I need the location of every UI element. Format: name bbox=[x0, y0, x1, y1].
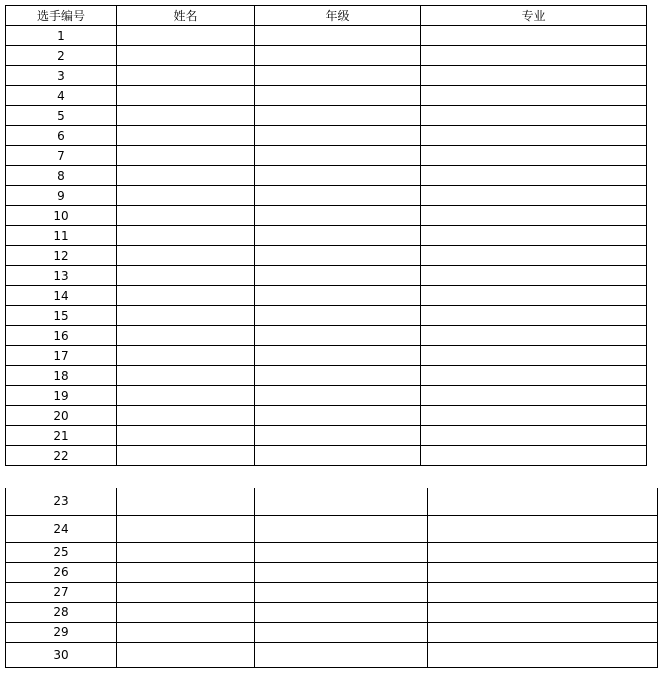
name-cell[interactable] bbox=[117, 266, 255, 286]
name-cell[interactable] bbox=[117, 582, 255, 602]
contestant-number-cell: 22 bbox=[6, 446, 117, 466]
table-row bbox=[6, 426, 647, 446]
major-cell[interactable] bbox=[428, 488, 658, 515]
name-cell[interactable] bbox=[117, 46, 255, 66]
grade-cell[interactable] bbox=[255, 126, 421, 146]
major-cell[interactable] bbox=[421, 86, 647, 106]
grade-cell[interactable] bbox=[255, 166, 421, 186]
major-cell[interactable] bbox=[421, 26, 647, 46]
major-cell[interactable] bbox=[428, 542, 658, 562]
table-row bbox=[6, 66, 647, 86]
contestant-number-cell: 12 bbox=[6, 246, 117, 266]
major-cell[interactable] bbox=[421, 166, 647, 186]
major-cell[interactable] bbox=[421, 106, 647, 126]
major-cell[interactable] bbox=[421, 446, 647, 466]
name-cell[interactable] bbox=[117, 166, 255, 186]
major-cell[interactable] bbox=[428, 602, 658, 622]
table-row bbox=[6, 366, 647, 386]
grade-cell[interactable] bbox=[255, 542, 428, 562]
table-row bbox=[6, 46, 647, 66]
name-cell[interactable] bbox=[117, 306, 255, 326]
contestant-number-cell: 18 bbox=[6, 366, 117, 386]
grade-cell[interactable] bbox=[255, 446, 421, 466]
grade-cell[interactable] bbox=[255, 386, 421, 406]
grade-cell[interactable] bbox=[255, 186, 421, 206]
contestant-number-cell: 13 bbox=[6, 266, 117, 286]
grade-cell[interactable] bbox=[255, 66, 421, 86]
contestant-number-cell: 28 bbox=[6, 602, 117, 622]
table-row bbox=[6, 226, 647, 246]
table-row bbox=[6, 642, 658, 667]
table-row bbox=[6, 286, 647, 306]
contestant-number-cell: 11 bbox=[6, 226, 117, 246]
name-cell[interactable] bbox=[117, 66, 255, 86]
major-cell[interactable] bbox=[421, 66, 647, 86]
major-cell[interactable] bbox=[428, 562, 658, 582]
name-cell[interactable] bbox=[117, 562, 255, 582]
name-cell[interactable] bbox=[117, 186, 255, 206]
grade-cell[interactable] bbox=[255, 46, 421, 66]
table-row bbox=[6, 146, 647, 166]
contestant-number-cell: 7 bbox=[6, 146, 117, 166]
major-cell[interactable] bbox=[421, 206, 647, 226]
grade-cell[interactable] bbox=[255, 515, 428, 542]
name-cell[interactable] bbox=[117, 326, 255, 346]
name-cell[interactable] bbox=[117, 146, 255, 166]
major-cell[interactable] bbox=[421, 406, 647, 426]
major-cell[interactable] bbox=[428, 515, 658, 542]
contestant-number-cell: 20 bbox=[6, 406, 117, 426]
grade-cell[interactable] bbox=[255, 86, 421, 106]
grade-cell[interactable] bbox=[255, 226, 421, 246]
table-row bbox=[6, 246, 647, 266]
major-cell[interactable] bbox=[421, 126, 647, 146]
contestant-number-cell: 9 bbox=[6, 186, 117, 206]
major-cell[interactable] bbox=[428, 642, 658, 667]
table-row bbox=[6, 346, 647, 366]
contestant-number-cell: 15 bbox=[6, 306, 117, 326]
contestant-number-cell: 26 bbox=[6, 562, 117, 582]
table-row bbox=[6, 562, 658, 582]
table-row bbox=[6, 106, 647, 126]
contestant-number-cell: 19 bbox=[6, 386, 117, 406]
table-row bbox=[6, 326, 647, 346]
name-cell[interactable] bbox=[117, 226, 255, 246]
major-cell[interactable] bbox=[421, 46, 647, 66]
major-cell[interactable] bbox=[421, 286, 647, 306]
major-cell[interactable] bbox=[428, 622, 658, 642]
grade-cell[interactable] bbox=[255, 602, 428, 622]
contestant-number-cell: 5 bbox=[6, 106, 117, 126]
major-cell[interactable] bbox=[421, 426, 647, 446]
name-cell[interactable] bbox=[117, 386, 255, 406]
contestant-number-cell: 4 bbox=[6, 86, 117, 106]
header-major: 专业 bbox=[421, 6, 647, 26]
table-row bbox=[6, 306, 647, 326]
grade-cell[interactable] bbox=[255, 106, 421, 126]
name-cell[interactable] bbox=[117, 622, 255, 642]
contestant-number-cell: 21 bbox=[6, 426, 117, 446]
contestant-number-cell: 8 bbox=[6, 166, 117, 186]
table-row bbox=[6, 582, 658, 602]
header-grade: 年级 bbox=[255, 6, 421, 26]
contestant-table-bottom bbox=[5, 488, 658, 668]
header-contestant-number: 选手编号 bbox=[6, 6, 117, 26]
grade-cell[interactable] bbox=[255, 146, 421, 166]
table-row bbox=[6, 488, 658, 515]
grade-cell[interactable] bbox=[255, 346, 421, 366]
major-cell[interactable] bbox=[428, 582, 658, 602]
name-cell[interactable] bbox=[117, 366, 255, 386]
table-row bbox=[6, 26, 647, 46]
grade-cell[interactable] bbox=[255, 306, 421, 326]
table-row bbox=[6, 406, 647, 426]
contestant-number-cell: 6 bbox=[6, 126, 117, 146]
table-row bbox=[6, 186, 647, 206]
table-row bbox=[6, 602, 658, 622]
table-row bbox=[6, 542, 658, 562]
contestant-number-cell: 30 bbox=[6, 642, 117, 667]
contestant-number-cell: 17 bbox=[6, 346, 117, 366]
name-cell[interactable] bbox=[117, 86, 255, 106]
contestant-number-cell: 23 bbox=[6, 488, 117, 515]
grade-cell[interactable] bbox=[255, 622, 428, 642]
name-cell[interactable] bbox=[117, 206, 255, 226]
name-cell[interactable] bbox=[117, 286, 255, 306]
name-cell[interactable] bbox=[117, 246, 255, 266]
table-row bbox=[6, 386, 647, 406]
major-cell[interactable] bbox=[421, 266, 647, 286]
name-cell[interactable] bbox=[117, 426, 255, 446]
contestant-number-cell: 10 bbox=[6, 206, 117, 226]
contestant-number-cell: 16 bbox=[6, 326, 117, 346]
grade-cell[interactable] bbox=[255, 206, 421, 226]
table-row bbox=[6, 206, 647, 226]
grade-cell[interactable] bbox=[255, 642, 428, 667]
grade-cell[interactable] bbox=[255, 406, 421, 426]
major-cell[interactable] bbox=[421, 226, 647, 246]
contestant-number-cell: 27 bbox=[6, 582, 117, 602]
major-cell[interactable] bbox=[421, 146, 647, 166]
contestant-number-cell: 14 bbox=[6, 286, 117, 306]
table-row bbox=[6, 446, 647, 466]
grade-cell[interactable] bbox=[255, 246, 421, 266]
major-cell[interactable] bbox=[421, 306, 647, 326]
name-cell[interactable] bbox=[117, 488, 255, 515]
header-name: 姓名 bbox=[117, 6, 255, 26]
major-cell[interactable] bbox=[421, 246, 647, 266]
name-cell[interactable] bbox=[117, 126, 255, 146]
grade-cell[interactable] bbox=[255, 286, 421, 306]
major-cell[interactable] bbox=[421, 326, 647, 346]
name-cell[interactable] bbox=[117, 602, 255, 622]
grade-cell[interactable] bbox=[255, 582, 428, 602]
grade-cell[interactable] bbox=[255, 562, 428, 582]
major-cell[interactable] bbox=[421, 366, 647, 386]
grade-cell[interactable] bbox=[255, 26, 421, 46]
table-row bbox=[6, 622, 658, 642]
contestant-number-cell: 25 bbox=[6, 542, 117, 562]
grade-cell[interactable] bbox=[255, 366, 421, 386]
name-cell[interactable] bbox=[117, 515, 255, 542]
contestant-number-cell: 2 bbox=[6, 46, 117, 66]
contestant-table-top bbox=[5, 5, 647, 466]
major-cell[interactable] bbox=[421, 186, 647, 206]
header-row bbox=[6, 6, 647, 26]
table-row bbox=[6, 266, 647, 286]
name-cell[interactable] bbox=[117, 542, 255, 562]
name-cell[interactable] bbox=[117, 26, 255, 46]
name-cell[interactable] bbox=[117, 106, 255, 126]
name-cell[interactable] bbox=[117, 446, 255, 466]
contestant-number-cell: 1 bbox=[6, 26, 117, 46]
grade-cell[interactable] bbox=[255, 426, 421, 446]
grade-cell[interactable] bbox=[255, 326, 421, 346]
name-cell[interactable] bbox=[117, 346, 255, 366]
table-row bbox=[6, 166, 647, 186]
grade-cell[interactable] bbox=[255, 266, 421, 286]
major-cell[interactable] bbox=[421, 386, 647, 406]
contestant-number-cell: 3 bbox=[6, 66, 117, 86]
table-row bbox=[6, 126, 647, 146]
major-cell[interactable] bbox=[421, 346, 647, 366]
table-row bbox=[6, 515, 658, 542]
grade-cell[interactable] bbox=[255, 488, 428, 515]
contestant-number-cell: 24 bbox=[6, 515, 117, 542]
name-cell[interactable] bbox=[117, 406, 255, 426]
name-cell[interactable] bbox=[117, 642, 255, 667]
table-row bbox=[6, 86, 647, 106]
contestant-number-cell: 29 bbox=[6, 622, 117, 642]
